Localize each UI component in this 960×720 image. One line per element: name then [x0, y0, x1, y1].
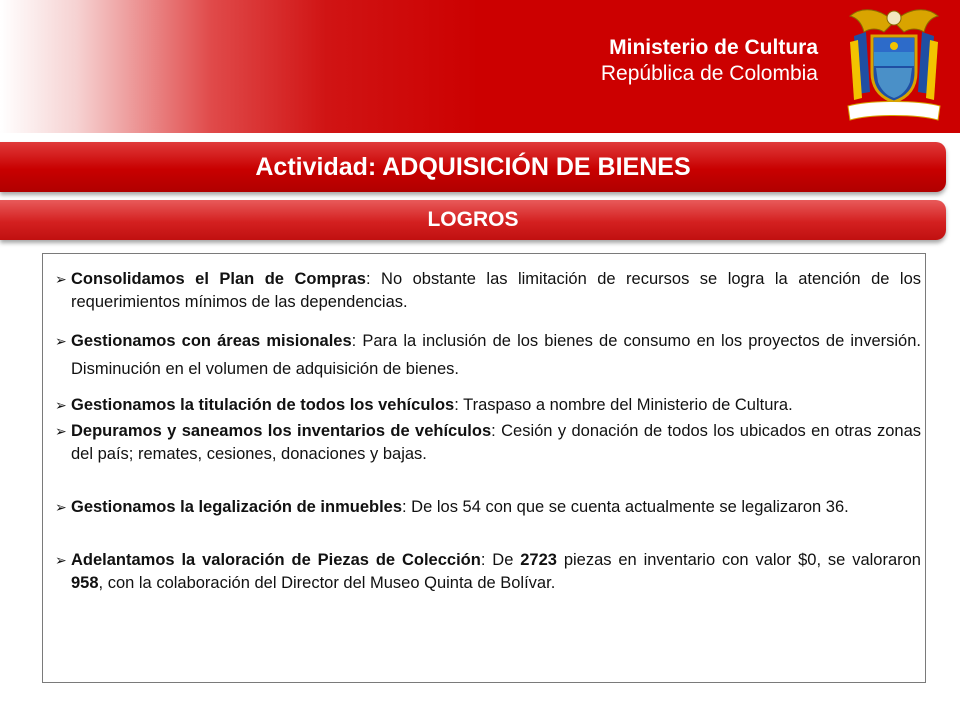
item-text: : De — [480, 551, 521, 569]
item-text: : No obstante las limitación de recursos se logra la atención de los requerimientos mínimos de las dependencias. — [71, 270, 921, 311]
arrow-bullet-icon: ➢ — [55, 397, 67, 413]
item-text: : Traspaso a nombre del Ministerio de Cultura. — [454, 396, 793, 414]
country-name: República de Colombia — [600, 62, 818, 85]
ministry-name: Ministerio de Cultura — [609, 36, 818, 59]
list-item — [53, 268, 921, 314]
item-highlight: 958 — [71, 574, 99, 592]
list-item — [53, 549, 921, 595]
item-lead: Depuramos y saneamos los inventarios de vehículos — [71, 422, 492, 440]
item-lead: Gestionamos la titulación de todos los vehículos — [71, 396, 455, 414]
list-item — [53, 420, 921, 466]
arrow-bullet-icon: ➢ — [55, 423, 67, 439]
arrow-bullet-icon: ➢ — [55, 271, 67, 287]
section-title: LOGROS — [0, 200, 946, 240]
list-item — [53, 394, 921, 417]
arrow-bullet-icon: ➢ — [55, 333, 67, 349]
header-banner — [0, 0, 960, 133]
achievements-list — [53, 268, 921, 595]
item-lead: Gestionamos la legalización de inmuebles — [71, 498, 403, 516]
arrow-bullet-icon: ➢ — [55, 499, 67, 515]
item-lead: Consolidamos el Plan de Compras — [71, 270, 366, 288]
item-text: , con la colaboración del Director del Museo Quinta de Bolívar. — [98, 574, 556, 592]
item-text: : De los 54 con que se cuenta actualmente se legalizaron 36. — [402, 498, 849, 516]
item-text: : Para la inclusión de los bienes de consumo en los proyectos de inversión. Disminución en el volumen de adquisición de bienes. — [71, 332, 921, 378]
item-highlight: 2723 — [520, 551, 557, 569]
item-lead: Gestionamos con áreas misionales — [71, 332, 352, 350]
achievements-box — [42, 253, 926, 683]
item-text: : Cesión y donación de todos los ubicados en otras zonas del país; remates, cesiones, donaciones y bajas. — [71, 422, 922, 463]
list-item — [53, 496, 921, 519]
item-text: piezas en inventario con valor $0, se valoraron — [556, 551, 921, 569]
item-lead: Adelantamos la valoración de Piezas de Colección — [71, 551, 481, 569]
page-title: Actividad: ADQUISICIÓN DE BIENES — [0, 142, 946, 192]
list-item — [53, 327, 921, 383]
arrow-bullet-icon: ➢ — [55, 552, 67, 568]
ministry-block — [601, 35, 818, 87]
colombia-crest-logo — [840, 2, 948, 130]
